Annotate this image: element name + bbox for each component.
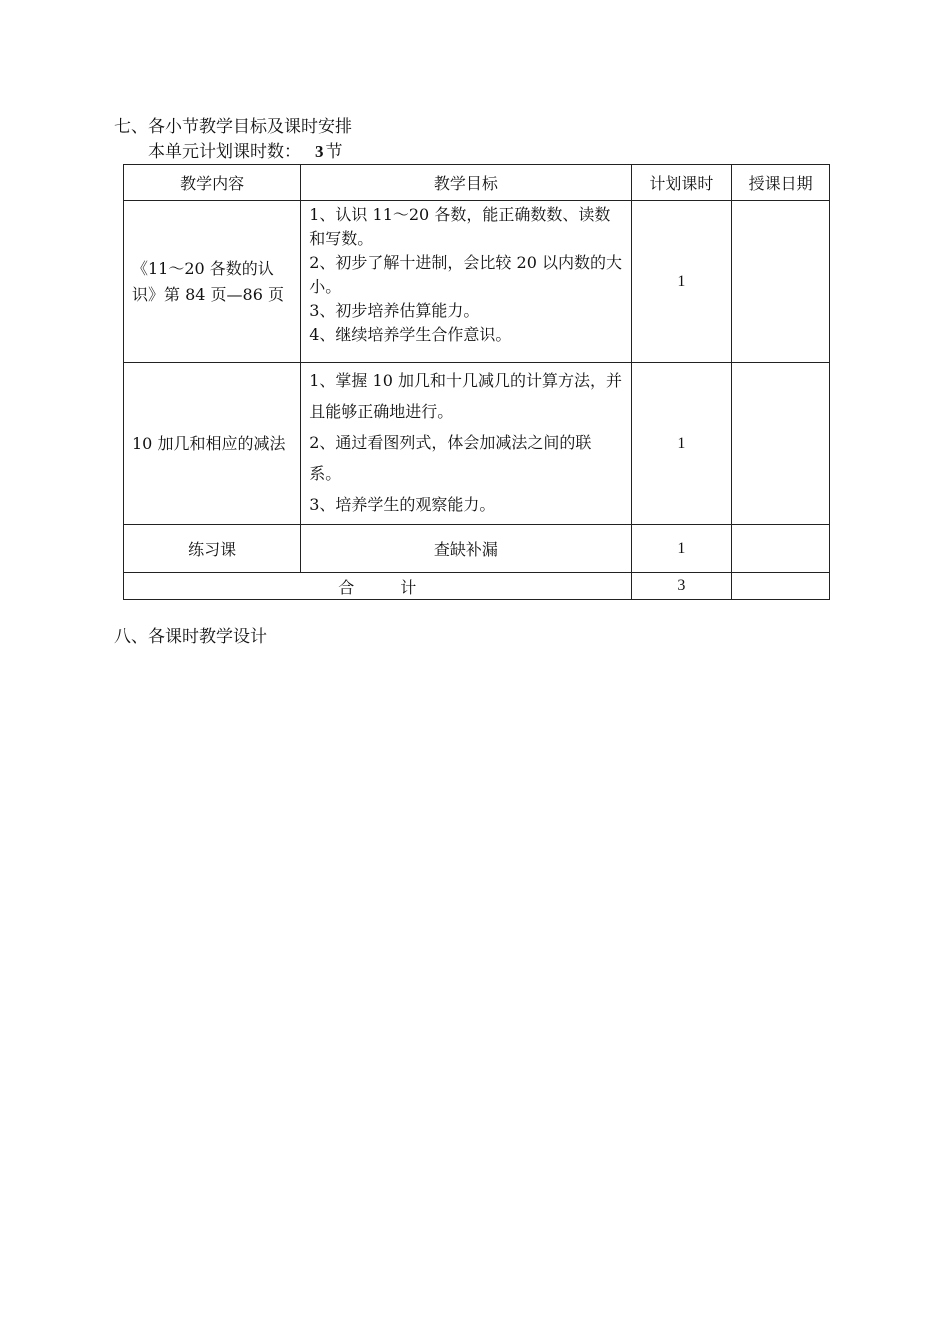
header-content: 教学内容 [124, 165, 301, 201]
row-content: 10 加几和相应的减法 [124, 363, 301, 525]
row-hours: 1 [631, 201, 732, 363]
row-content: 练习课 [124, 525, 301, 573]
goal-item: 2、通过看图列式，体会加减法之间的联系。 [309, 433, 592, 483]
table-row [124, 201, 830, 363]
row-hours: 1 [631, 363, 732, 525]
goal-item: 3、初步培养估算能力。 [309, 301, 480, 320]
row-goals: 查缺补漏 [301, 525, 631, 573]
row-date [732, 363, 830, 525]
goal-item: 1、认识 11～20 各数，能正确数数、读数和写数。 [309, 205, 611, 248]
total-date [732, 573, 830, 600]
planned-hours-unit: 节 [325, 142, 343, 162]
row-hours: 1 [631, 525, 732, 573]
row-goals [301, 363, 631, 525]
row-goals [301, 201, 631, 363]
total-row [124, 573, 830, 600]
lesson-plan-table [123, 164, 830, 600]
table-header-row [124, 165, 830, 201]
goal-item: 4、继续培养学生合作意识。 [309, 325, 512, 344]
header-planned-hours: 计划课时 [631, 165, 732, 201]
total-label: 合计 [124, 573, 632, 600]
header-goals: 教学目标 [301, 165, 631, 201]
table-row [124, 525, 830, 573]
planned-hours-line [148, 141, 343, 163]
section-seven-heading: 七、各小节教学目标及课时安排 [114, 117, 352, 137]
total-hours: 3 [631, 573, 732, 600]
goal-item: 1、掌握 10 加几和十几减几的计算方法，并且能够正确地进行。 [309, 371, 622, 421]
table-row [124, 363, 830, 525]
row-content: 《11～20 各数的认识》第 84 页—86 页 [124, 201, 301, 363]
planned-hours-value: 3 [315, 142, 324, 161]
row-date [732, 201, 830, 363]
goal-item: 2、初步了解十进制，会比较 20 以内数的大小。 [309, 253, 622, 296]
goal-item: 3、培养学生的观察能力。 [309, 495, 496, 514]
row-date [732, 525, 830, 573]
header-teaching-date: 授课日期 [732, 165, 830, 201]
planned-hours-label: 本单元计划课时数： [148, 142, 301, 162]
section-eight-heading: 八、各课时教学设计 [114, 627, 267, 647]
